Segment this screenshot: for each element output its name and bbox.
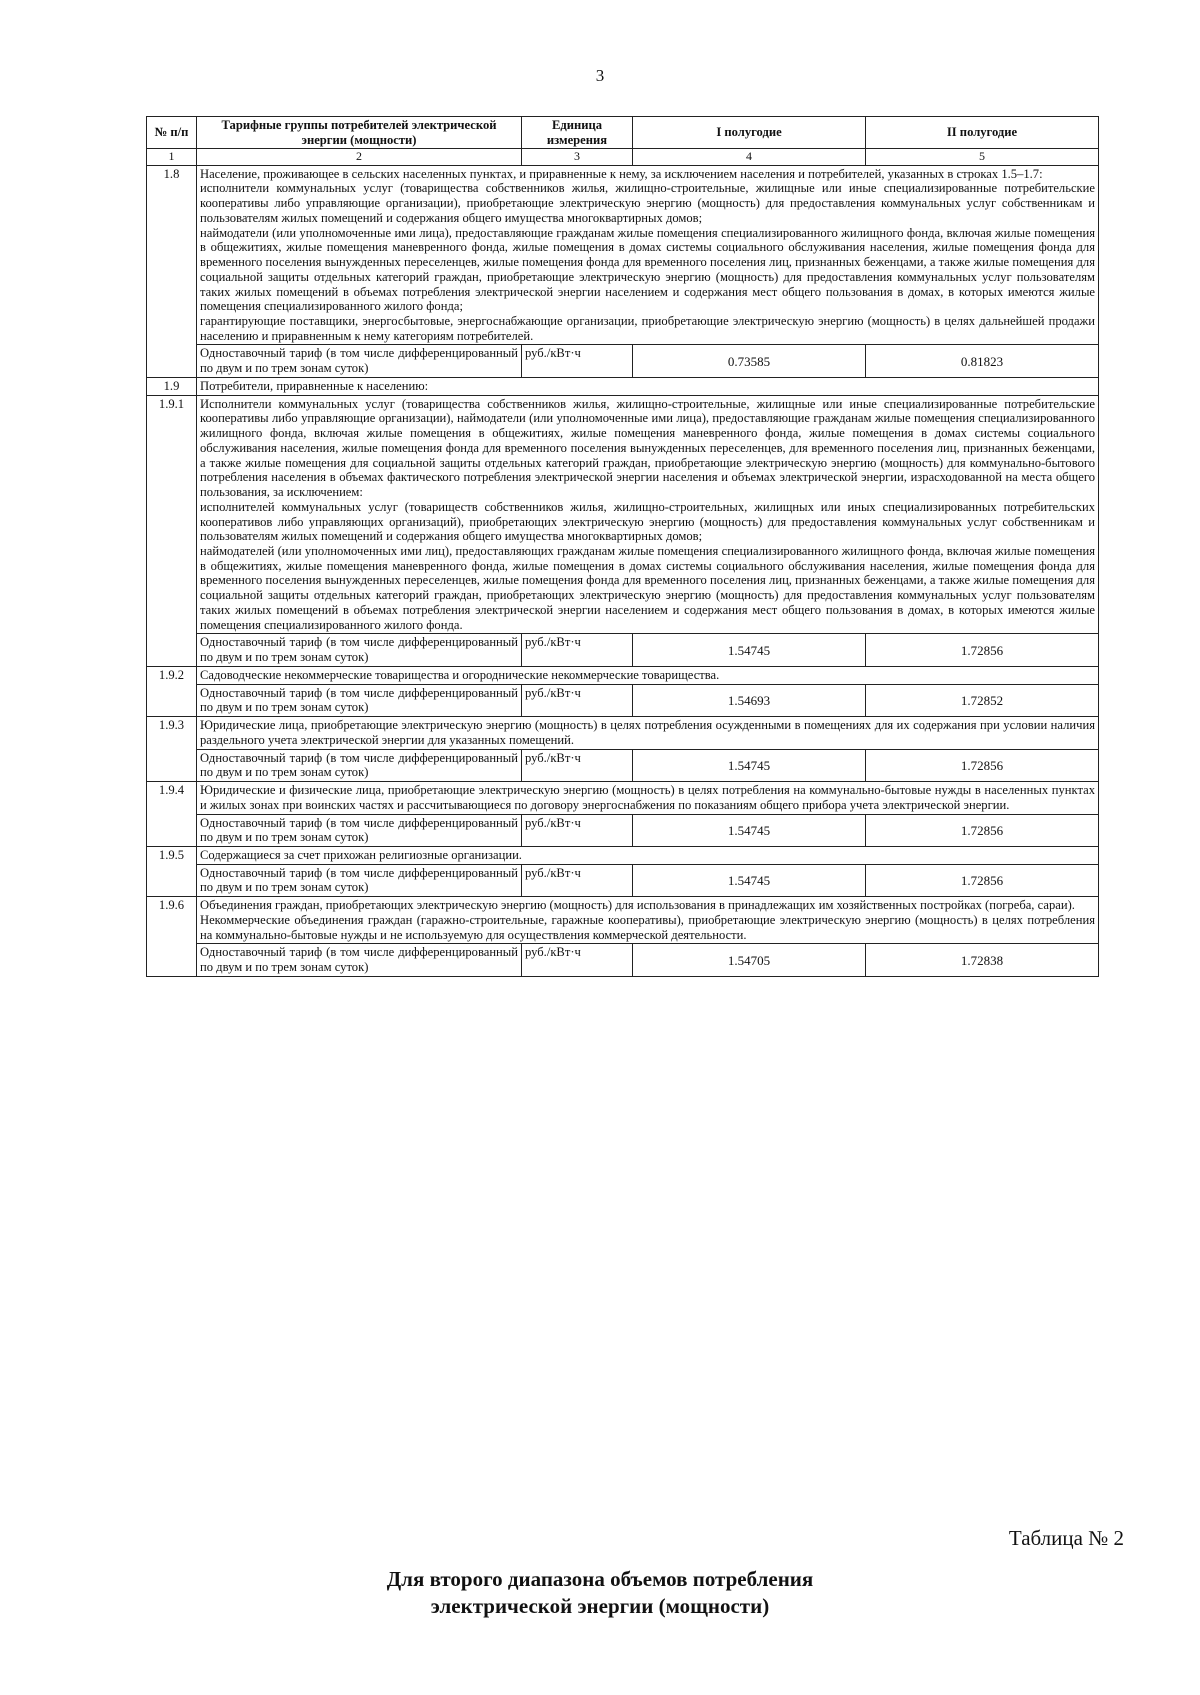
row-number: 1.9	[147, 377, 197, 395]
description-paragraph: исполнители коммунальных услуг (товарищества собственников жилья, жилищно-строительные, жилищные или иные специализированные потребительские кооперативы либо управляющие организации), приобретающие электрическую энергию (мощность) для предоставления коммунальных услуг собственникам и пользователям жилых помещений и содержания общего имущества многоквартирных домов;	[200, 181, 1095, 225]
description-paragraph: исполнителей коммунальных услуг (товариществ собственников жилья, жилищно-строительных, жилищных или иных специализированных потребительских кооперативов либо управляющих организаций), приобретающих электрическую энергию (мощность) для предоставления коммунальных услуг собственникам и пользователям жилых помещений и содержания общего имущества многоквартирных домов;	[200, 499, 1095, 544]
tariff-row	[147, 944, 1099, 976]
row-description	[197, 165, 1099, 345]
tariff-name: Одноставочный тариф (в том числе дифференцированный по двум и по трем зонам суток)	[197, 864, 522, 896]
section-title-line: электрической энергии (мощности)	[430, 1594, 770, 1619]
tariff-name: Одноставочный тариф (в том числе дифференцированный по двум и по трем зонам суток)	[197, 634, 522, 666]
table-row	[147, 846, 1099, 864]
section-title-line: Для второго диапазона объемов потребления	[386, 1567, 814, 1591]
header-unit: Единица измерения	[522, 117, 633, 149]
table-row	[147, 666, 1099, 684]
header-h1: I полугодие	[633, 117, 866, 149]
description-paragraph: гарантирующие поставщики, энергосбытовые, энергоснабжающие организации, приобретающие электрическую энергию (мощность) в целях дальнейшей продажи населению и приравненным к нему категориям потребителей.	[200, 314, 1095, 343]
row-description	[197, 377, 1099, 395]
index-cell: 5	[866, 149, 1099, 165]
unit-cell: руб./кВт·ч	[522, 814, 633, 846]
unit-cell: руб./кВт·ч	[522, 684, 633, 716]
description-paragraph: Садоводческие некоммерческие товарищества и огороднические некоммерческие товарищества.	[200, 667, 720, 682]
tariff-name: Одноставочный тариф (в том числе дифференцированный по двум и по трем зонам суток)	[197, 345, 522, 377]
description-paragraph: Юридические и физические лица, приобретающие электрическую энергию (мощность) в целях потребления на коммунально-бытовые нужды в населенных пунктах и жилых зонах при воинских частях и рассчитывающиеся по договору энергоснабжения по показаниям общего прибора учета электрической энергии.	[200, 783, 1095, 812]
header-group: Тарифные группы потребителей электрической энергии (мощности)	[197, 117, 522, 149]
h2-value: 1.72852	[866, 684, 1099, 716]
h1-value: 1.54693	[633, 684, 866, 716]
h2-value: 1.72838	[866, 944, 1099, 976]
row-description	[197, 782, 1099, 814]
unit-cell: руб./кВт·ч	[522, 634, 633, 666]
tariff-name: Одноставочный тариф (в том числе дифференцированный по двум и по трем зонам суток)	[197, 684, 522, 716]
h2-value: 1.72856	[866, 634, 1099, 666]
h2-value: 0.81823	[866, 345, 1099, 377]
tariff-row	[147, 634, 1099, 666]
tariff-row	[147, 814, 1099, 846]
index-cell: 4	[633, 149, 866, 165]
index-cell: 3	[522, 149, 633, 165]
unit-cell: руб./кВт·ч	[522, 749, 633, 781]
table-row	[147, 395, 1099, 634]
description-paragraph: Объединения граждан, приобретающих электрическую энергию (мощность) для использования в принадлежащих им хозяйственных постройках (погреба, сараи).	[200, 898, 1075, 913]
row-description	[197, 395, 1099, 634]
header-h2: II полугодие	[866, 117, 1099, 149]
h1-value: 1.54745	[633, 864, 866, 896]
header-num: № п/п	[147, 117, 197, 149]
description-paragraph: Исполнители коммунальных услуг (товарищества собственников жилья, жилищно-строительные, жилищные или иные специализированные потребительские кооперативы либо управляющие организации), наймодатели (или уполномоченные ими лица), предоставляющие гражданам жилые помещения специализированного жилищного фонда, включая жилые помещения в общежитиях, жилые помещения маневренного фонда, жилые помещения в домах системы социального обслуживания населения, жилые помещения фонда для временного поселения вынужденных переселенцев, для временного поселения лиц, признанных беженцами, а также жилые помещения для социальной защиты отдельных категорий граждан, приобретающие электрическую энергию (мощность) для коммунально-бытового потребления населения в объемах фактического потребления электрической энергии населения и объемах электрической энергии, израсходованной на места общего пользования, за исключением:	[200, 396, 1095, 500]
h1-value: 1.54705	[633, 944, 866, 976]
tariff-name: Одноставочный тариф (в том числе дифференцированный по двум и по трем зонам суток)	[197, 944, 522, 976]
description-paragraph: Население, проживающее в сельских населенных пунктах, и приравненные к нему, за исключением населения и потребителей, указанных в строках 1.5–1.7:	[200, 166, 1043, 181]
tariff-row	[147, 345, 1099, 377]
row-number: 1.9.6	[147, 897, 197, 977]
table-header-row	[147, 117, 1099, 149]
tariff-row	[147, 684, 1099, 716]
description-paragraph: наймодатели (или уполномоченные ими лица), предоставляющие гражданам жилые помещения специализированного жилищного фонда, включая жилые помещения в общежитиях, жилые помещения маневренного фонда, жилые помещения в домах системы социального обслуживания населения, жилые помещения фонда для временного поселения вынужденных переселенцев, жилые помещения фонда для временного поселения лиц, признанных беженцами, а также жилые помещения для социальной защиты отдельных категорий граждан, приобретающие электрическую энергию (мощность) для предоставления коммунальных услуг пользователям таких жилых помещений в объемах потребления электрической энергии населением и содержания мест общего пользования в домах, в которых имеются жилые помещения специализированного жилого фонда;	[200, 225, 1095, 314]
h1-value: 0.73585	[633, 345, 866, 377]
unit-cell: руб./кВт·ч	[522, 864, 633, 896]
tariff-name: Одноставочный тариф (в том числе дифференцированный по двум и по трем зонам суток)	[197, 749, 522, 781]
row-number: 1.9.1	[147, 395, 197, 666]
row-number: 1.9.4	[147, 782, 197, 847]
row-number: 1.8	[147, 165, 197, 377]
index-cell: 2	[197, 149, 522, 165]
tariff-table	[146, 116, 1099, 977]
description-paragraph: Потребители, приравненные к населению:	[200, 378, 429, 393]
unit-cell: руб./кВт·ч	[522, 944, 633, 976]
tariff-row	[147, 749, 1099, 781]
row-number: 1.9.5	[147, 846, 197, 896]
page-number: 3	[595, 66, 605, 85]
row-description	[197, 717, 1099, 749]
tariff-name: Одноставочный тариф (в том числе дифференцированный по двум и по трем зонам суток)	[197, 814, 522, 846]
row-description	[197, 846, 1099, 864]
table-body	[147, 165, 1099, 976]
row-number: 1.9.2	[147, 666, 197, 716]
table-row	[147, 165, 1099, 345]
row-description	[197, 897, 1099, 944]
h2-value: 1.72856	[866, 864, 1099, 896]
table-row	[147, 377, 1099, 395]
table-row	[147, 717, 1099, 749]
table-row	[147, 782, 1099, 814]
h1-value: 1.54745	[633, 634, 866, 666]
h1-value: 1.54745	[633, 814, 866, 846]
unit-cell: руб./кВт·ч	[522, 345, 633, 377]
h1-value: 1.54745	[633, 749, 866, 781]
h2-value: 1.72856	[866, 749, 1099, 781]
row-description	[197, 666, 1099, 684]
table-index-row	[147, 149, 1099, 165]
tariff-row	[147, 864, 1099, 896]
table-row	[147, 897, 1099, 944]
section-title	[0, 1566, 1200, 1621]
description-paragraph: Некоммерческие объединения граждан (гаражно-строительные, гаражные кооперативы), приобретающие электрическую энергию (мощность) в целях потребления на коммунально-бытовые нужды и не используемую для осуществления коммерческой деятельности.	[200, 912, 1095, 942]
description-paragraph: наймодателей (или уполномоченных ими лиц), предоставляющих гражданам жилые помещения специализированного жилищного фонда, включая жилые помещения в общежитиях, жилые помещения маневренного фонда, жилые помещения в домах системы социального обслуживания населения, жилые помещения фонда для временного поселения вынужденных переселенцев, жилые помещения фонда для временного поселения лиц, признанных беженцами, а также жилые помещения для социальной защиты отдельных категорий граждан, приобретающих электрическую энергию (мощность) для предоставления коммунальных услуг пользователям таких жилых помещений в объемах потребления электрической энергии населением и содержания мест общего пользования в домах, в которых имеются жилые помещения специализированного жилого фонда.	[200, 544, 1095, 632]
h2-value: 1.72856	[866, 814, 1099, 846]
description-paragraph: Юридические лица, приобретающие электрическую энергию (мощность) в целях потребления осужденными в помещениях для их содержания при условии наличия раздельного учета электрической энергии для указанных помещений.	[200, 718, 1095, 747]
table-caption: Таблица № 2	[1008, 1526, 1124, 1550]
row-number: 1.9.3	[147, 717, 197, 782]
description-paragraph: Содержащиеся за счет прихожан религиозные организации.	[200, 847, 522, 862]
index-cell: 1	[147, 149, 197, 165]
